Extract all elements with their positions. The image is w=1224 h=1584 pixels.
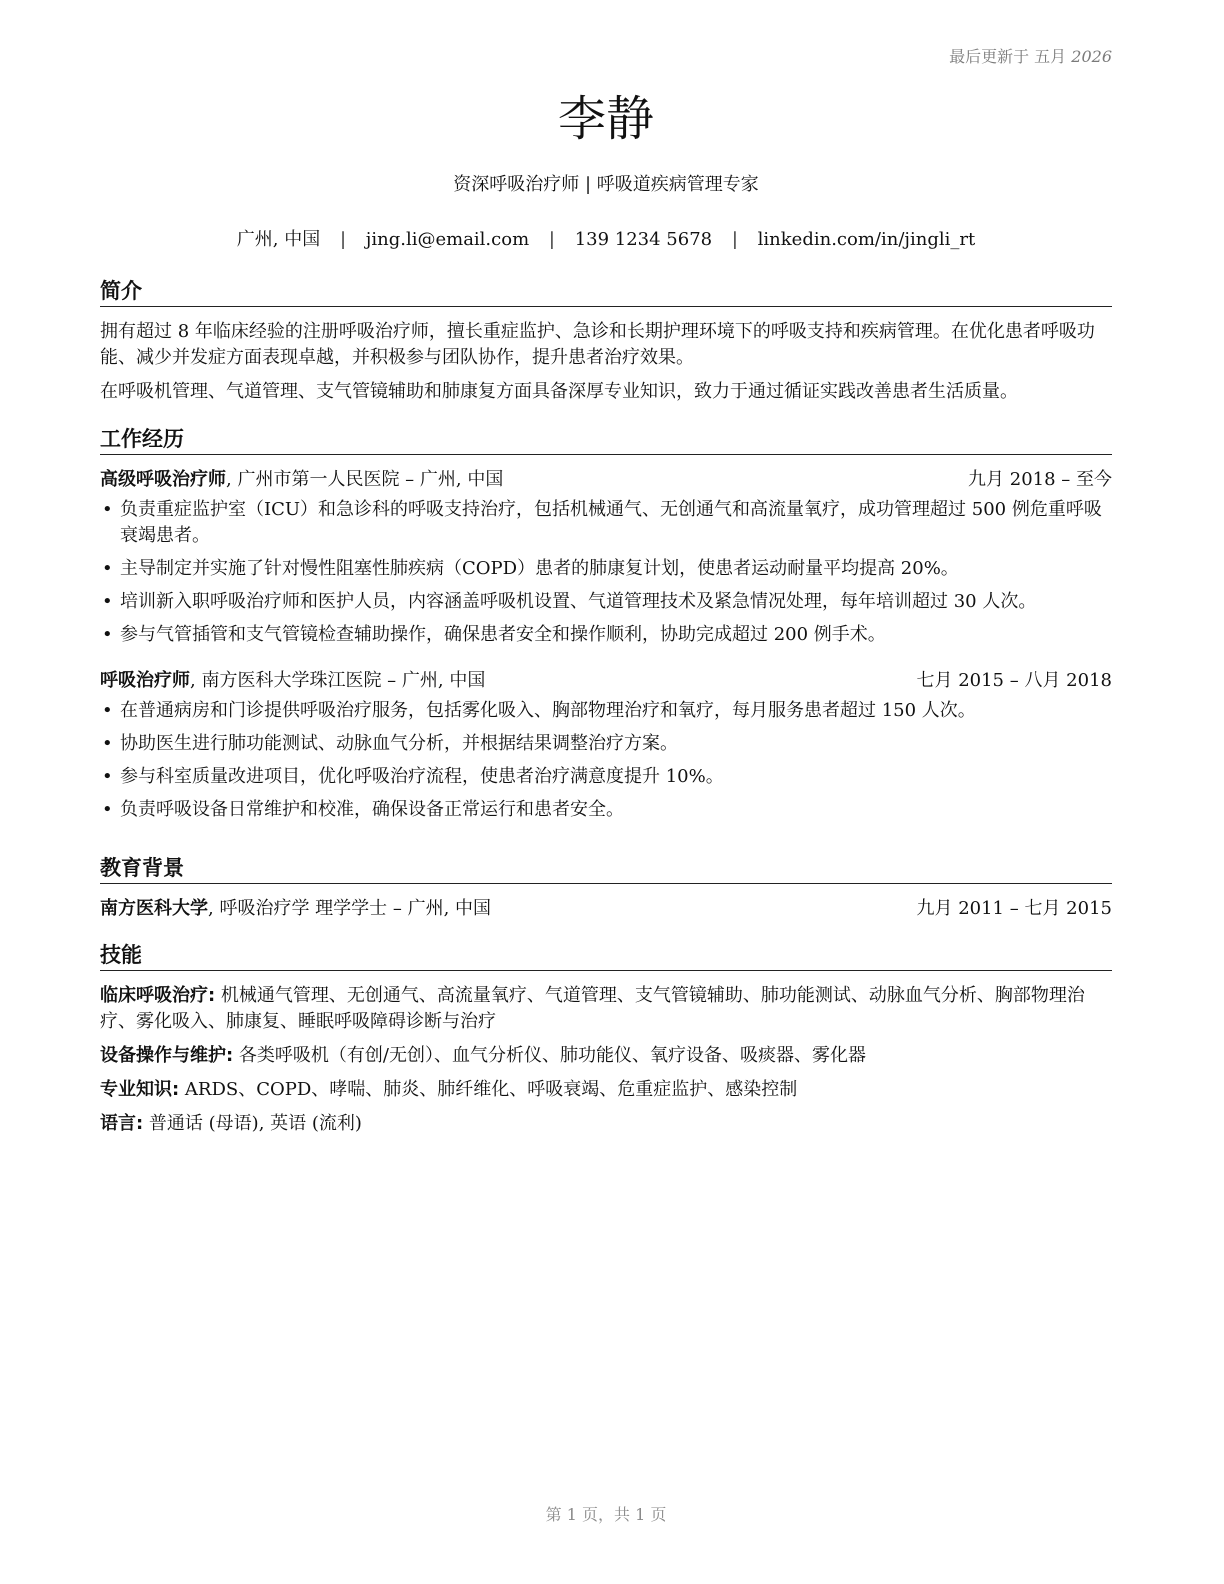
skill-row [100, 983, 1112, 1035]
degree-detail: , 呼吸治疗学 理学学士 – 广州, 中国 [208, 898, 492, 919]
skill-label: 临床呼吸治疗: [100, 985, 216, 1006]
job-org: , 广州市第一人民医院 – 广州, 中国 [226, 469, 504, 490]
contact-phone: 139 1234 5678 [574, 229, 713, 250]
contact-linkedin[interactable]: linkedin.com/in/jingli_rt [757, 229, 976, 250]
skill-label: 专业知识: [100, 1079, 180, 1100]
list-item: • 负责呼吸设备日常维护和校准，确保设备正常运行和患者安全。 [100, 797, 1112, 823]
skill-row [100, 1077, 1112, 1103]
education-entry [100, 896, 1112, 922]
summary-section [100, 278, 1112, 413]
skill-label: 设备操作与维护: [100, 1045, 234, 1066]
updated-month: 五月 [1034, 47, 1067, 66]
last-updated [949, 44, 1112, 67]
section-title: 简介 [100, 278, 1112, 307]
section-title: 技能 [100, 942, 1112, 971]
skills-section [100, 942, 1112, 1145]
summary-paragraph: 拥有超过 8 年临床经验的注册呼吸治疗师，擅长重症监护、急诊和长期护理环境下的呼吸支持和疾病管理。在优化患者呼吸功能、减少并发症方面表现卓越，并积极参与团队协作，提升患者治疗效果。 [100, 321, 1095, 368]
skill-row [100, 1111, 1112, 1137]
updated-label: 最后更新于 [949, 47, 1030, 66]
section-title: 工作经历 [100, 426, 1112, 455]
job-role: 高级呼吸治疗师 [100, 469, 226, 490]
skill-value: 各类呼吸机（有创/无创）、血气分析仪、肺功能仪、氧疗设备、吸痰器、雾化器 [233, 1045, 866, 1066]
skill-label: 语言: [100, 1113, 144, 1134]
list-item: • 主导制定并实施了针对慢性阻塞性肺疾病（COPD）患者的肺康复计划，使患者运动耐量平均提高 20%。 [100, 556, 1112, 582]
job-bullets [100, 497, 1112, 648]
contact-line [100, 225, 1112, 251]
job-header [100, 467, 1112, 493]
job-header [100, 668, 1112, 694]
contact-email[interactable]: jing.li@email.com [365, 229, 530, 250]
summary-paragraph: 在呼吸机管理、气道管理、支气管镜辅助和肺康复方面具备深厚专业知识，致力于通过循证实践改善患者生活质量。 [100, 381, 1018, 402]
list-item: • 参与科室质量改进项目，优化呼吸治疗流程，使患者治疗满意度提升 10%。 [100, 764, 1112, 790]
education-section [100, 855, 1112, 922]
list-item: • 负责重症监护室（ICU）和急诊科的呼吸支持治疗，包括机械通气、无创通气和高流量氧疗，成功管理超过 500 例危重呼吸衰竭患者。 [100, 497, 1112, 549]
skill-row [100, 1043, 1112, 1069]
skill-value: 机械通气管理、无创通气、高流量氧疗、气道管理、支气管镜辅助、肺功能测试、动脉血气分析、胸部物理治疗、雾化吸入、肺康复、睡眠呼吸障碍诊断与治疗 [100, 985, 1085, 1032]
skill-value: 普通话 (母语), 英语 (流利) [143, 1113, 362, 1134]
list-item: • 在普通病房和门诊提供呼吸治疗服务，包括雾化吸入、胸部物理治疗和氧疗，每月服务患者超过 150 人次。 [100, 698, 1112, 724]
skill-value: ARDS、COPD、哮喘、肺炎、肺纤维化、呼吸衰竭、危重症监护、感染控制 [179, 1079, 798, 1100]
job-role: 呼吸治疗师 [100, 670, 190, 691]
education-dates: 九月 2011 – 七月 2015 [916, 898, 1112, 919]
updated-year: 2026 [1071, 47, 1112, 66]
contact-location: 广州, 中国 [236, 229, 321, 250]
contact-separator: | [339, 229, 347, 250]
experience-section [100, 426, 1112, 830]
contact-separator: | [731, 229, 738, 250]
job-bullets [100, 698, 1112, 823]
list-item: • 协助医生进行肺功能测试、动脉血气分析，并根据结果调整治疗方案。 [100, 731, 1112, 757]
list-item: • 参与气管插管和支气管镜检查辅助操作，确保患者安全和操作顺利，协助完成超过 200 例手术。 [100, 622, 1112, 648]
person-name: 李静 [557, 91, 654, 147]
section-title: 教育背景 [100, 855, 1112, 884]
page-number: 第 1 页，共 1 页 [545, 1505, 667, 1524]
contact-separator: | [548, 229, 555, 250]
list-item: • 培训新入职呼吸治疗师和医护人员，内容涵盖呼吸机设置、气道管理技术及紧急情况处理，每年培训超过 30 人次。 [100, 589, 1112, 615]
job-entry [100, 467, 1112, 648]
job-dates: 九月 2018 – 至今 [968, 469, 1112, 490]
job-entry [100, 668, 1112, 823]
job-subtitle: 资深呼吸治疗师 | 呼吸道疾病管理专家 [453, 174, 759, 195]
job-org: , 南方医科大学珠江医院 – 广州, 中国 [190, 670, 486, 691]
job-dates: 七月 2015 – 八月 2018 [916, 670, 1112, 691]
school-name: 南方医科大学 [100, 898, 208, 919]
